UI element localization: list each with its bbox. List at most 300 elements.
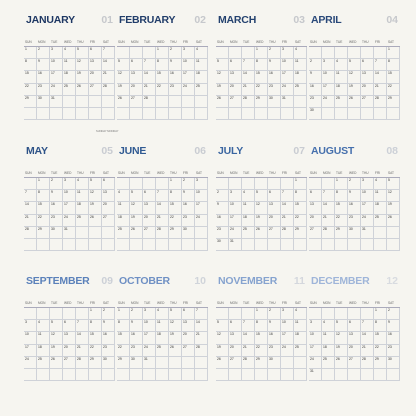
day-cell[interactable]: 5 [76,47,89,59]
day-cell[interactable]: 20 [309,215,322,227]
day-cell[interactable]: 24 [195,215,208,227]
day-cell[interactable]: 23 [102,345,115,357]
day-cell[interactable]: 12 [50,332,63,344]
day-cell[interactable]: 7 [143,59,156,71]
day-cell[interactable]: 28 [24,227,37,239]
day-cell[interactable]: 26 [117,96,130,108]
day-cell[interactable] [130,108,143,120]
day-cell[interactable]: 19 [387,202,400,214]
day-cell[interactable]: 29 [117,357,130,369]
day-cell[interactable] [294,96,307,108]
day-cell[interactable]: 10 [195,190,208,202]
day-cell[interactable]: 7 [195,308,208,320]
day-cell[interactable]: 29 [37,227,50,239]
day-cell[interactable]: 23 [268,345,281,357]
day-cell[interactable]: 15 [255,332,268,344]
day-cell[interactable]: 21 [24,215,37,227]
day-cell[interactable]: 26 [89,215,102,227]
day-cell[interactable] [281,369,294,381]
day-cell[interactable] [156,96,169,108]
day-cell[interactable] [335,108,348,120]
day-cell[interactable]: 19 [50,345,63,357]
day-cell[interactable]: 1 [169,178,182,190]
day-cell[interactable]: 2 [169,47,182,59]
day-cell[interactable] [156,108,169,120]
day-cell[interactable]: 4 [37,320,50,332]
day-cell[interactable]: 24 [229,227,242,239]
day-cell[interactable]: 14 [24,202,37,214]
day-cell[interactable]: 27 [348,357,361,369]
day-cell[interactable] [117,108,130,120]
day-cell[interactable]: 7 [322,190,335,202]
day-cell[interactable] [387,108,400,120]
day-cell[interactable]: 13 [361,71,374,83]
day-cell[interactable]: 28 [242,357,255,369]
day-cell[interactable]: 5 [89,178,102,190]
day-cell[interactable]: 8 [117,320,130,332]
day-cell[interactable]: 1 [387,47,400,59]
day-cell[interactable]: 12 [89,190,102,202]
day-cell[interactable]: 11 [242,202,255,214]
day-cell[interactable] [50,308,63,320]
day-cell[interactable]: 5 [130,190,143,202]
day-cell[interactable]: 5 [387,178,400,190]
day-cell[interactable]: 30 [268,357,281,369]
day-cell[interactable] [268,178,281,190]
day-cell[interactable] [229,108,242,120]
day-cell[interactable] [89,227,102,239]
day-cell[interactable]: 31 [309,369,322,381]
day-cell[interactable]: 5 [216,320,229,332]
day-cell[interactable]: 16 [102,332,115,344]
day-cell[interactable]: 4 [195,47,208,59]
day-cell[interactable]: 12 [76,59,89,71]
day-cell[interactable] [117,239,130,251]
day-cell[interactable]: 7 [76,320,89,332]
day-cell[interactable]: 11 [335,71,348,83]
day-cell[interactable]: 10 [24,332,37,344]
day-cell[interactable]: 18 [76,202,89,214]
day-cell[interactable]: 18 [374,202,387,214]
day-cell[interactable]: 27 [309,227,322,239]
day-cell[interactable] [242,178,255,190]
day-cell[interactable]: 22 [156,84,169,96]
day-cell[interactable]: 2 [130,308,143,320]
day-cell[interactable]: 31 [143,357,156,369]
day-cell[interactable]: 19 [130,215,143,227]
day-cell[interactable] [242,108,255,120]
day-cell[interactable]: 12 [169,320,182,332]
day-cell[interactable]: 25 [156,345,169,357]
day-cell[interactable]: 31 [229,239,242,251]
day-cell[interactable]: 9 [348,190,361,202]
day-cell[interactable]: 13 [182,320,195,332]
day-cell[interactable] [387,227,400,239]
day-cell[interactable]: 5 [169,308,182,320]
day-cell[interactable]: 4 [156,308,169,320]
day-cell[interactable]: 2 [182,178,195,190]
day-cell[interactable] [143,178,156,190]
day-cell[interactable]: 5 [255,190,268,202]
day-cell[interactable]: 3 [24,320,37,332]
day-cell[interactable]: 24 [63,215,76,227]
day-cell[interactable]: 5 [348,59,361,71]
day-cell[interactable]: 21 [156,215,169,227]
day-cell[interactable] [374,369,387,381]
day-cell[interactable]: 14 [242,71,255,83]
day-cell[interactable]: 10 [50,59,63,71]
day-cell[interactable]: 25 [117,227,130,239]
day-cell[interactable] [294,369,307,381]
day-cell[interactable]: 20 [348,345,361,357]
day-cell[interactable] [229,308,242,320]
day-cell[interactable]: 13 [268,202,281,214]
day-cell[interactable]: 1 [335,178,348,190]
day-cell[interactable] [195,239,208,251]
day-cell[interactable]: 22 [374,345,387,357]
day-cell[interactable]: 3 [50,47,63,59]
day-cell[interactable]: 26 [50,357,63,369]
day-cell[interactable] [268,239,281,251]
day-cell[interactable]: 15 [387,71,400,83]
day-cell[interactable]: 26 [255,227,268,239]
day-cell[interactable] [216,108,229,120]
day-cell[interactable] [143,369,156,381]
day-cell[interactable]: 19 [216,84,229,96]
day-cell[interactable]: 23 [348,215,361,227]
day-cell[interactable] [348,308,361,320]
day-cell[interactable]: 27 [182,345,195,357]
day-cell[interactable] [216,308,229,320]
day-cell[interactable]: 5 [50,320,63,332]
day-cell[interactable]: 6 [143,190,156,202]
day-cell[interactable]: 27 [229,96,242,108]
day-cell[interactable]: 3 [281,47,294,59]
day-cell[interactable] [255,108,268,120]
day-cell[interactable]: 9 [268,320,281,332]
day-cell[interactable]: 18 [335,84,348,96]
day-cell[interactable]: 17 [281,332,294,344]
day-cell[interactable] [89,239,102,251]
day-cell[interactable]: 18 [322,345,335,357]
day-cell[interactable]: 25 [322,357,335,369]
day-cell[interactable]: 18 [294,71,307,83]
day-cell[interactable]: 29 [255,357,268,369]
day-cell[interactable]: 16 [268,332,281,344]
day-cell[interactable]: 13 [143,202,156,214]
day-cell[interactable]: 15 [156,71,169,83]
day-cell[interactable] [182,96,195,108]
day-cell[interactable]: 22 [89,345,102,357]
day-cell[interactable] [24,178,37,190]
day-cell[interactable]: 14 [361,332,374,344]
day-cell[interactable]: 29 [335,227,348,239]
day-cell[interactable]: 7 [281,190,294,202]
day-cell[interactable] [130,239,143,251]
day-cell[interactable] [24,108,37,120]
day-cell[interactable]: 27 [361,96,374,108]
day-cell[interactable] [156,178,169,190]
day-cell[interactable]: 27 [268,227,281,239]
day-cell[interactable]: 2 [268,308,281,320]
day-cell[interactable] [242,308,255,320]
day-cell[interactable] [37,308,50,320]
day-cell[interactable]: 20 [143,215,156,227]
day-cell[interactable]: 4 [76,178,89,190]
day-cell[interactable]: 11 [322,332,335,344]
day-cell[interactable]: 10 [182,59,195,71]
day-cell[interactable]: 22 [255,84,268,96]
day-cell[interactable]: 16 [268,71,281,83]
day-cell[interactable]: 9 [268,59,281,71]
day-cell[interactable] [374,239,387,251]
day-cell[interactable]: 30 [216,239,229,251]
day-cell[interactable]: 1 [374,308,387,320]
day-cell[interactable] [50,369,63,381]
day-cell[interactable]: 2 [37,47,50,59]
day-cell[interactable]: 23 [182,215,195,227]
day-cell[interactable]: 20 [268,215,281,227]
day-cell[interactable] [169,108,182,120]
day-cell[interactable] [361,108,374,120]
day-cell[interactable]: 21 [361,345,374,357]
day-cell[interactable] [102,96,115,108]
day-cell[interactable]: 16 [169,71,182,83]
day-cell[interactable]: 13 [229,71,242,83]
day-cell[interactable]: 25 [294,345,307,357]
day-cell[interactable]: 24 [281,84,294,96]
day-cell[interactable]: 4 [374,178,387,190]
day-cell[interactable]: 1 [37,178,50,190]
day-cell[interactable]: 16 [182,202,195,214]
day-cell[interactable]: 8 [374,320,387,332]
day-cell[interactable]: 17 [322,84,335,96]
day-cell[interactable]: 23 [387,345,400,357]
day-cell[interactable]: 13 [89,59,102,71]
day-cell[interactable]: 2 [268,47,281,59]
day-cell[interactable] [156,369,169,381]
day-cell[interactable]: 17 [143,332,156,344]
day-cell[interactable]: 27 [229,357,242,369]
day-cell[interactable] [281,178,294,190]
day-cell[interactable]: 7 [361,320,374,332]
day-cell[interactable]: 17 [229,215,242,227]
day-cell[interactable]: 4 [117,190,130,202]
day-cell[interactable]: 24 [143,345,156,357]
day-cell[interactable] [63,239,76,251]
day-cell[interactable] [216,47,229,59]
day-cell[interactable] [281,108,294,120]
day-cell[interactable]: 27 [130,96,143,108]
day-cell[interactable] [322,239,335,251]
day-cell[interactable]: 13 [229,332,242,344]
day-cell[interactable]: 12 [335,332,348,344]
day-cell[interactable] [335,308,348,320]
day-cell[interactable] [156,239,169,251]
day-cell[interactable]: 9 [216,202,229,214]
day-cell[interactable]: 6 [102,178,115,190]
day-cell[interactable]: 16 [50,202,63,214]
day-cell[interactable]: 12 [130,202,143,214]
day-cell[interactable]: 16 [387,332,400,344]
day-cell[interactable]: 25 [335,96,348,108]
day-cell[interactable]: 15 [89,332,102,344]
day-cell[interactable] [268,108,281,120]
day-cell[interactable]: 23 [169,84,182,96]
day-cell[interactable] [322,369,335,381]
day-cell[interactable]: 31 [50,96,63,108]
day-cell[interactable] [268,369,281,381]
day-cell[interactable] [281,357,294,369]
day-cell[interactable]: 15 [24,71,37,83]
day-cell[interactable]: 8 [169,190,182,202]
day-cell[interactable]: 20 [63,345,76,357]
day-cell[interactable]: 18 [156,332,169,344]
day-cell[interactable]: 16 [37,71,50,83]
day-cell[interactable]: 21 [143,84,156,96]
day-cell[interactable]: 6 [89,47,102,59]
day-cell[interactable]: 11 [195,59,208,71]
day-cell[interactable]: 31 [281,96,294,108]
day-cell[interactable]: 7 [24,190,37,202]
day-cell[interactable]: 11 [294,320,307,332]
day-cell[interactable]: 20 [361,84,374,96]
day-cell[interactable]: 15 [255,71,268,83]
day-cell[interactable] [76,369,89,381]
day-cell[interactable] [89,96,102,108]
day-cell[interactable]: 25 [76,215,89,227]
day-cell[interactable]: 10 [63,190,76,202]
day-cell[interactable]: 6 [182,308,195,320]
day-cell[interactable] [156,357,169,369]
day-cell[interactable] [361,47,374,59]
day-cell[interactable]: 4 [294,308,307,320]
day-cell[interactable]: 21 [102,71,115,83]
day-cell[interactable]: 25 [63,84,76,96]
day-cell[interactable] [374,47,387,59]
day-cell[interactable] [102,227,115,239]
day-cell[interactable]: 13 [102,190,115,202]
day-cell[interactable]: 29 [89,357,102,369]
day-cell[interactable]: 5 [117,59,130,71]
day-cell[interactable]: 15 [169,202,182,214]
day-cell[interactable]: 3 [322,59,335,71]
day-cell[interactable]: 31 [63,227,76,239]
day-cell[interactable]: 4 [294,47,307,59]
day-cell[interactable]: 17 [24,345,37,357]
day-cell[interactable]: 10 [309,332,322,344]
day-cell[interactable]: 21 [322,215,335,227]
day-cell[interactable] [216,369,229,381]
day-cell[interactable]: 27 [102,215,115,227]
day-cell[interactable]: 9 [182,190,195,202]
day-cell[interactable]: 14 [76,332,89,344]
day-cell[interactable]: 15 [117,332,130,344]
day-cell[interactable]: 21 [374,84,387,96]
day-cell[interactable]: 30 [102,357,115,369]
day-cell[interactable] [255,178,268,190]
day-cell[interactable] [89,369,102,381]
day-cell[interactable]: 19 [335,345,348,357]
day-cell[interactable]: 21 [76,345,89,357]
day-cell[interactable] [143,239,156,251]
day-cell[interactable]: 20 [229,345,242,357]
day-cell[interactable]: 19 [216,345,229,357]
day-cell[interactable]: 29 [255,96,268,108]
day-cell[interactable]: 1 [255,308,268,320]
day-cell[interactable]: 4 [242,190,255,202]
day-cell[interactable] [255,369,268,381]
day-cell[interactable]: 22 [387,84,400,96]
day-cell[interactable] [102,369,115,381]
day-cell[interactable]: 14 [143,71,156,83]
day-cell[interactable]: 29 [169,227,182,239]
day-cell[interactable] [63,369,76,381]
day-cell[interactable]: 1 [255,47,268,59]
day-cell[interactable]: 17 [195,202,208,214]
day-cell[interactable]: 8 [37,190,50,202]
day-cell[interactable]: 23 [50,215,63,227]
day-cell[interactable] [361,308,374,320]
day-cell[interactable]: 4 [63,47,76,59]
day-cell[interactable] [50,239,63,251]
day-cell[interactable]: 8 [255,320,268,332]
day-cell[interactable]: 7 [156,190,169,202]
day-cell[interactable] [24,308,37,320]
day-cell[interactable] [117,47,130,59]
day-cell[interactable]: 28 [281,227,294,239]
day-cell[interactable]: 28 [361,357,374,369]
day-cell[interactable]: 10 [143,320,156,332]
day-cell[interactable]: 6 [229,320,242,332]
day-cell[interactable] [387,239,400,251]
day-cell[interactable]: 22 [294,215,307,227]
day-cell[interactable] [76,239,89,251]
day-cell[interactable]: 19 [76,71,89,83]
day-cell[interactable] [348,108,361,120]
day-cell[interactable]: 11 [63,59,76,71]
day-cell[interactable]: 22 [37,215,50,227]
day-cell[interactable]: 24 [322,96,335,108]
day-cell[interactable]: 28 [374,96,387,108]
day-cell[interactable]: 17 [281,71,294,83]
day-cell[interactable] [169,239,182,251]
day-cell[interactable]: 28 [195,345,208,357]
day-cell[interactable]: 7 [102,47,115,59]
day-cell[interactable]: 1 [294,178,307,190]
day-cell[interactable]: 25 [294,84,307,96]
day-cell[interactable]: 16 [216,215,229,227]
day-cell[interactable]: 30 [348,227,361,239]
day-cell[interactable]: 25 [374,215,387,227]
day-cell[interactable]: 9 [50,190,63,202]
day-cell[interactable] [37,239,50,251]
day-cell[interactable]: 7 [242,59,255,71]
day-cell[interactable]: 12 [216,71,229,83]
day-cell[interactable] [229,47,242,59]
day-cell[interactable] [76,108,89,120]
day-cell[interactable]: 19 [255,215,268,227]
day-cell[interactable]: 14 [281,202,294,214]
day-cell[interactable]: 14 [374,71,387,83]
day-cell[interactable] [216,178,229,190]
day-cell[interactable]: 12 [117,71,130,83]
day-cell[interactable]: 24 [309,357,322,369]
day-cell[interactable]: 11 [117,202,130,214]
day-cell[interactable] [309,308,322,320]
day-cell[interactable]: 19 [89,202,102,214]
day-cell[interactable]: 24 [24,357,37,369]
